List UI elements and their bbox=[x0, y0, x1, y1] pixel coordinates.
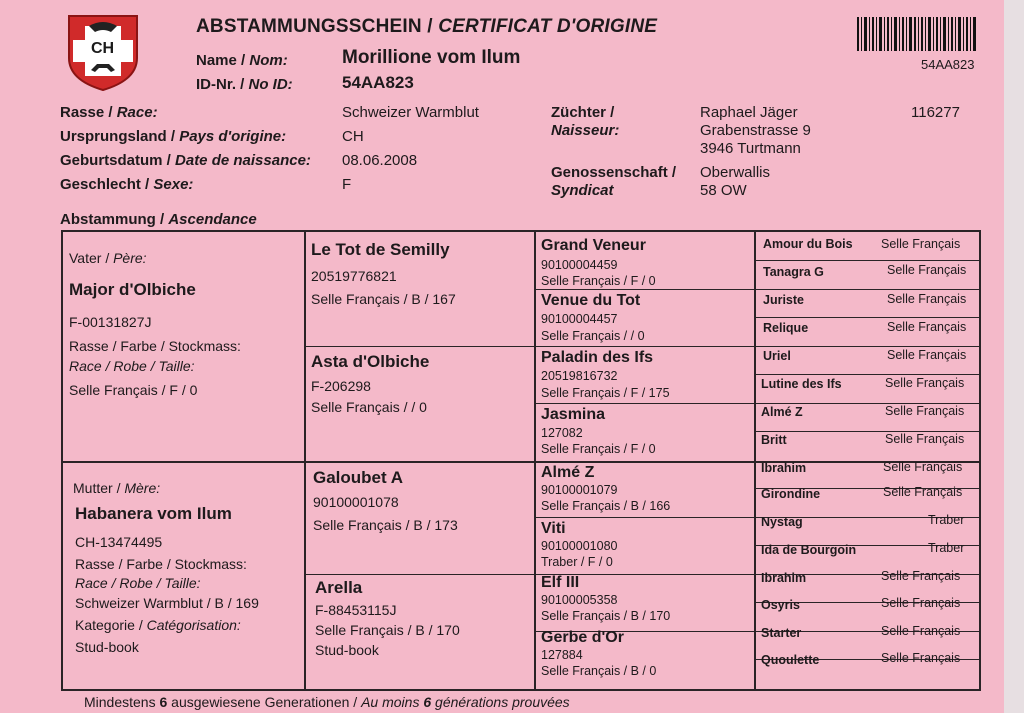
gen4-breed: Selle Français bbox=[887, 292, 967, 306]
gen3-name: Gerbe d'Or bbox=[541, 629, 624, 646]
id-label-fr: No ID: bbox=[248, 76, 293, 93]
syndicate-name: Oberwallis bbox=[700, 164, 771, 181]
gen3-id: 90100005358 bbox=[541, 593, 618, 607]
country-label-fr: Pays d'origine: bbox=[179, 128, 287, 145]
gen3-attrs: Selle Français / F / 0 bbox=[541, 274, 656, 288]
dam-label-fr: Mère: bbox=[124, 480, 161, 496]
gen4-breed: Selle Français bbox=[887, 263, 967, 277]
sire-name: Major d'Olbiche bbox=[69, 280, 196, 299]
footer-generations bbox=[84, 694, 570, 710]
gen3-name: Elf III bbox=[541, 574, 580, 591]
grid-hline-g3a bbox=[536, 289, 754, 290]
gen2-id: F-206298 bbox=[311, 378, 371, 394]
dam-label bbox=[73, 480, 160, 496]
dam-category: Stud-book bbox=[75, 639, 139, 655]
gen4-name: Nystag bbox=[761, 515, 803, 529]
footer-fr-b: générations prouvées bbox=[431, 694, 570, 710]
grid-hline-g2b bbox=[306, 574, 534, 575]
gen3-attrs: Selle Français / B / 166 bbox=[541, 499, 671, 513]
footer-de-b: ausgewiesene Generationen / bbox=[167, 694, 362, 710]
gen3-id: 90100001080 bbox=[541, 539, 618, 553]
name-label-fr: Nom: bbox=[249, 52, 288, 69]
footer-de-num: 6 bbox=[159, 694, 168, 710]
gen2-name: Galoubet A bbox=[313, 468, 404, 487]
gen2-id: 20519776821 bbox=[311, 268, 397, 284]
gen2-id: F-88453115J bbox=[315, 602, 397, 618]
country-label-de: Ursprungsland / bbox=[60, 128, 180, 145]
gen2-name: Le Tot de Semilly bbox=[311, 240, 450, 259]
gen4-name: Juriste bbox=[763, 293, 804, 307]
gen4-name: Ibrahim bbox=[761, 571, 807, 585]
page-title bbox=[196, 16, 657, 38]
gen4-breed: Selle Français bbox=[885, 376, 965, 390]
birth-label-fr: Date de naissance: bbox=[175, 152, 311, 169]
name-label bbox=[196, 52, 288, 69]
grid-hline-g4-4 bbox=[756, 346, 979, 347]
gen2-name: Arella bbox=[315, 578, 363, 597]
id-label bbox=[196, 76, 293, 93]
gen3-id: 127884 bbox=[541, 648, 583, 662]
birth-label-de: Geburtsdatum / bbox=[60, 152, 176, 169]
sex-label-de: Geschlecht / bbox=[60, 176, 154, 193]
gen4-breed: Selle Français bbox=[883, 485, 963, 499]
gen4-name: Relique bbox=[763, 321, 809, 335]
gen4-name: Lutine des Ifs bbox=[761, 377, 842, 391]
sire-id: F-00131827J bbox=[69, 314, 152, 330]
gen3-name: Viti bbox=[541, 520, 566, 537]
gen3-id: 90100001079 bbox=[541, 483, 618, 497]
sex-label-fr: Sexe: bbox=[153, 176, 194, 193]
pedigree-label-fr: Ascendance bbox=[168, 211, 257, 228]
gen3-attrs: Selle Français / F / 0 bbox=[541, 442, 656, 456]
gen4-breed: Selle Français bbox=[881, 596, 961, 610]
dam-label-de: Mutter / bbox=[73, 480, 125, 496]
gen3-name: Jasmina bbox=[541, 406, 606, 423]
footer-fr-num: 6 bbox=[423, 694, 432, 710]
gen4-breed: Selle Français bbox=[885, 404, 965, 418]
birth-label bbox=[60, 152, 311, 169]
pedigree-table bbox=[61, 230, 981, 691]
gen4-breed: Selle Français bbox=[881, 569, 961, 583]
gen2-id: 90100001078 bbox=[313, 494, 399, 510]
dam-category-label-de: Kategorie / bbox=[75, 617, 147, 633]
gen4-breed: Selle Français bbox=[881, 624, 961, 638]
dam-name: Habanera vom Ilum bbox=[75, 504, 232, 523]
gen4-breed: Selle Français bbox=[885, 432, 965, 446]
gen3-attrs: Selle Français / B / 170 bbox=[541, 609, 671, 623]
gen2-attrs: Selle Français / / 0 bbox=[311, 399, 427, 415]
gen3-id: 20519816732 bbox=[541, 369, 618, 383]
gen3-id: 127082 bbox=[541, 426, 583, 440]
gen4-name: Girondine bbox=[761, 487, 821, 501]
horse-id: 54AA823 bbox=[342, 73, 414, 92]
gen2-attrs: Selle Français / B / 173 bbox=[313, 517, 458, 533]
gen3-attrs: Selle Français / F / 175 bbox=[541, 386, 670, 400]
gen4-name: Amour du Bois bbox=[763, 237, 853, 251]
grid-hline-main bbox=[63, 461, 979, 463]
gen3-attrs: Traber / F / 0 bbox=[541, 555, 613, 569]
dam-category-label-fr: Catégorisation: bbox=[146, 617, 241, 633]
sire-attr-label-de: Rasse / Farbe / Stockmass: bbox=[69, 338, 241, 354]
gen4-breed: Selle Français bbox=[881, 237, 961, 251]
breeder-street: Grabenstrasse 9 bbox=[700, 122, 811, 139]
dam-id: CH-13474495 bbox=[75, 534, 163, 550]
dam-category-label bbox=[75, 617, 241, 633]
horse-name: Morillione vom Ilum bbox=[342, 47, 521, 68]
breeder-number: 116277 bbox=[911, 104, 960, 121]
pedigree-label-de: Abstammung / bbox=[60, 211, 169, 228]
gen3-name: Paladin des Ifs bbox=[541, 349, 654, 366]
grid-hline-g4-3 bbox=[756, 317, 979, 318]
gen2-name: Asta d'Olbiche bbox=[311, 352, 430, 371]
dam-attr-label-fr: Race / Robe / Taille: bbox=[75, 575, 201, 591]
id-label-de: ID-Nr. / bbox=[196, 76, 249, 93]
gen4-breed: Selle Français bbox=[887, 348, 967, 362]
barcode-number: 54AA823 bbox=[921, 57, 975, 72]
gen4-name: Almé Z bbox=[761, 405, 803, 419]
syndicate-label-fr: Syndicat bbox=[551, 182, 614, 199]
country-label bbox=[60, 128, 286, 145]
gen4-name: Ida de Bourgoin bbox=[761, 543, 857, 557]
gen4-breed: Selle Français bbox=[883, 460, 963, 474]
grid-hline-g2a bbox=[306, 346, 534, 347]
gen4-breed: Selle Français bbox=[887, 320, 967, 334]
gen3-attrs: Selle Français / / 0 bbox=[541, 329, 645, 343]
gen2-attrs: Selle Français / B / 167 bbox=[311, 291, 456, 307]
grid-hline-g4-5 bbox=[756, 374, 979, 375]
gen4-breed: Traber bbox=[928, 541, 965, 555]
sex-label bbox=[60, 176, 193, 193]
birth-value: 08.06.2008 bbox=[342, 152, 418, 169]
gen3-id: 90100004459 bbox=[541, 258, 618, 272]
grid-hline-g3d bbox=[536, 517, 754, 518]
gen4-breed: Traber bbox=[928, 513, 965, 527]
breeder-name: Raphael Jäger bbox=[700, 104, 798, 121]
gen3-id: 90100004457 bbox=[541, 312, 618, 326]
swiss-crest-icon bbox=[67, 14, 139, 92]
crest-text: CH bbox=[91, 40, 115, 57]
gen4-name: Britt bbox=[761, 433, 787, 447]
title-de: ABSTAMMUNGSSCHEIN / bbox=[196, 16, 439, 37]
pedigree-section-label bbox=[60, 211, 257, 228]
race-label-fr: Race: bbox=[116, 104, 158, 121]
breeder-label-fr: Naisseur: bbox=[551, 122, 620, 139]
dam-attrs: Schweizer Warmblut / B / 169 bbox=[75, 595, 259, 611]
race-value: Schweizer Warmblut bbox=[342, 104, 479, 121]
dam-attr-label-de: Rasse / Farbe / Stockmass: bbox=[75, 556, 247, 572]
gen4-breed: Selle Français bbox=[881, 651, 961, 665]
gen4-name: Osyris bbox=[761, 598, 800, 612]
gen4-name: Quoulette bbox=[761, 653, 820, 667]
grid-hline-g4-1 bbox=[756, 260, 979, 261]
syndicate-code: 58 OW bbox=[700, 182, 747, 199]
gen4-name: Starter bbox=[761, 626, 802, 640]
gen3-name: Venue du Tot bbox=[541, 292, 641, 309]
sire-label-de: Vater / bbox=[69, 250, 114, 266]
sire-label-fr: Père: bbox=[113, 250, 147, 266]
gen3-attrs: Selle Français / B / 0 bbox=[541, 664, 657, 678]
breeder-city: 3946 Turtmann bbox=[700, 140, 801, 157]
grid-hline-g3c bbox=[536, 403, 754, 404]
grid-hline-g4-2 bbox=[756, 289, 979, 290]
gen4-name: Ibrahim bbox=[761, 461, 807, 475]
sire-attr-label-fr: Race / Robe / Taille: bbox=[69, 358, 195, 374]
gen3-name: Almé Z bbox=[541, 464, 595, 481]
grid-hline-g3b bbox=[536, 346, 754, 347]
footer-fr-a: Au moins bbox=[361, 694, 424, 710]
breeder-label-de: Züchter / bbox=[551, 104, 615, 121]
gen4-name: Tanagra G bbox=[763, 265, 824, 279]
gen3-name: Grand Veneur bbox=[541, 237, 646, 254]
syndicate-label-de: Genossenschaft / bbox=[551, 164, 677, 181]
title-fr: CERTIFICAT D'ORIGINE bbox=[438, 16, 658, 37]
gen2-attrs: Selle Français / B / 170 bbox=[315, 622, 460, 638]
barcode-icon bbox=[857, 17, 977, 51]
country-value: CH bbox=[342, 128, 364, 145]
race-label-de: Rasse / bbox=[60, 104, 117, 121]
footer-de-a: Mindestens bbox=[84, 694, 160, 710]
sire-attrs: Selle Français / F / 0 bbox=[69, 382, 198, 398]
sire-label bbox=[69, 250, 147, 266]
gen4-name: Uriel bbox=[763, 349, 791, 363]
name-label-de: Name / bbox=[196, 52, 250, 69]
gen2-extra: Stud-book bbox=[315, 642, 379, 658]
race-label bbox=[60, 104, 158, 121]
sex-value: F bbox=[342, 176, 352, 193]
paper-edge bbox=[1004, 0, 1024, 713]
